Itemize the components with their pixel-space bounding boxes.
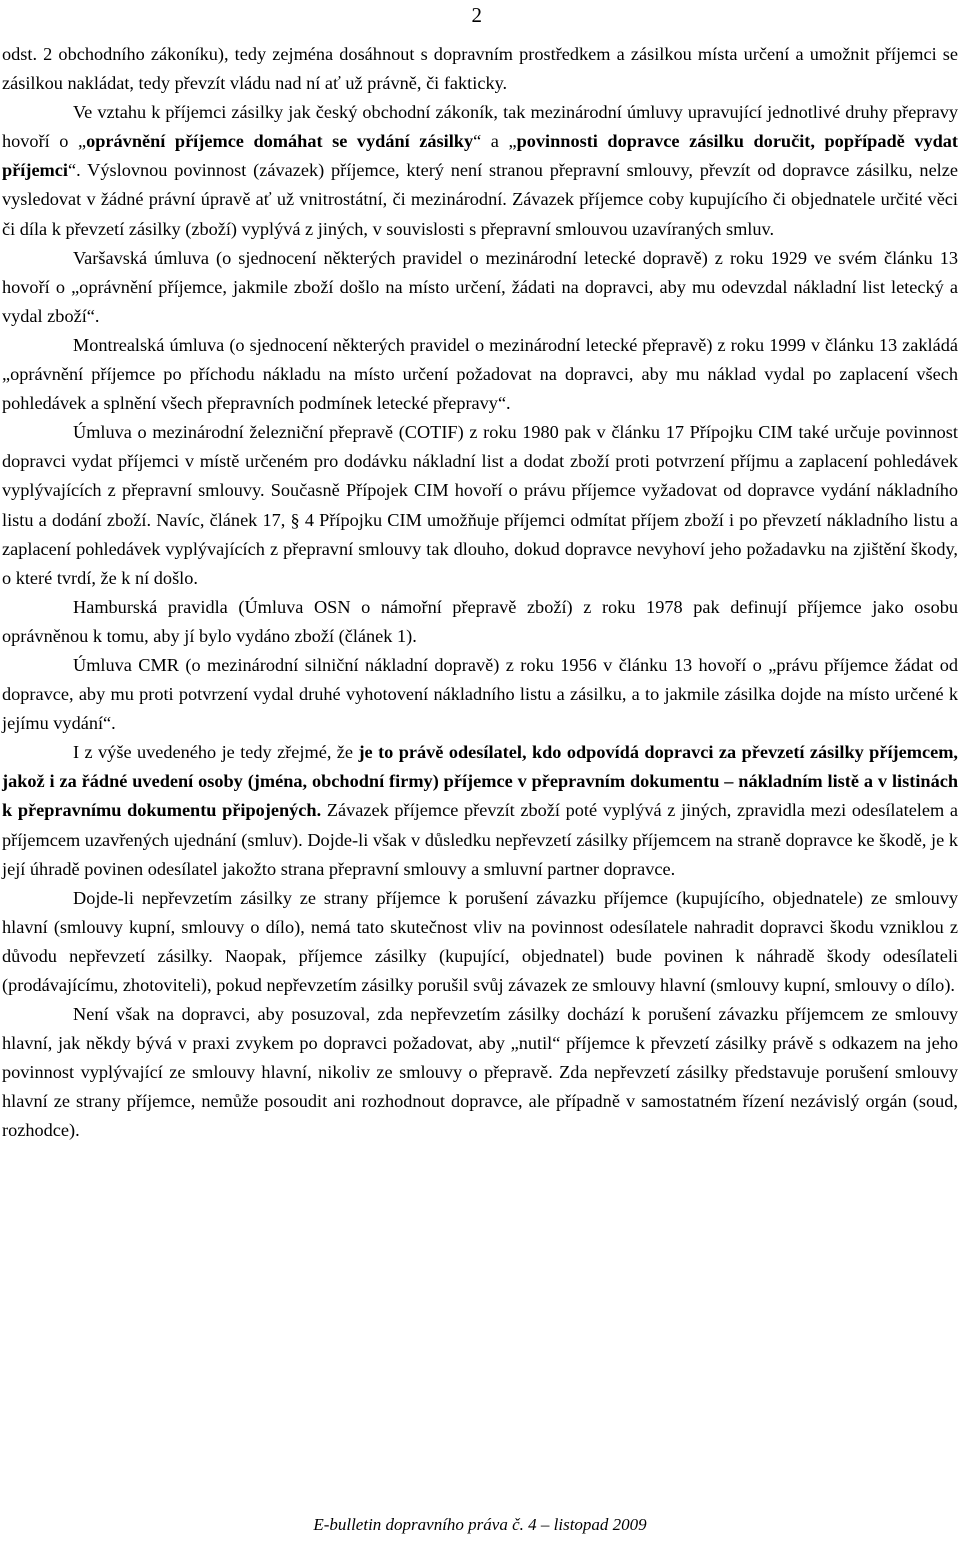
text-run: “. Výslovnou povinnost (závazek) příjemce, který není stranou přepravní smlouvy, převzít od dopravce zásilku, nelze vysledovat v žádné právní úpravě ať už vnitrostátní, či mezinárodní. Závazek příjemce coby kupujícího či objednatele určité věci či díla k převzetí zásilky (zboží) vyplývá z jiných, v souvislosti s přepravní smlouvou uzavíraných smluv. bbox=[2, 160, 958, 239]
paragraph bbox=[2, 1000, 958, 1145]
text-run: Úmluva o mezinárodní železniční přepravě (COTIF) z roku 1980 pak v článku 17 Přípojku CIM také určuje povinnost dopravci vydat příjemci v místě určeném pro dodávku nákladní list a dodat zboží proti potvrzení příjmu a zaplacení pohledávek vyplývajících z přepravní smlouvy. Současně Přípojek CIM hovoří o právu příjemce vyžadovat od dopravce vydání nákladního listu a dodání zboží. Navíc, článek 17, § 4 Přípojku CIM umožňuje příjemci odmítat příjem zboží i po převzetí nákladního listu a zaplacení pohledávek vyplývajících z přepravní smlouvy tak dlouho, dokud dopravce nevyhoví jeho požadavku na zjištění škody, o které tvrdí, že k ní došlo. bbox=[2, 422, 958, 588]
text-run: Úmluva CMR (o mezinárodní silniční nákladní dopravě) z roku 1956 v článku 13 hovoří o „právu příjemce žádat od dopravce, aby mu proti potvrzení vydal druhé vyhotovení nákladního listu a zásilku, a to jakmile zásilka dojde na místo určené k jejímu vydání“. bbox=[2, 654, 958, 734]
text-run: “ a „ bbox=[473, 131, 517, 152]
paragraph bbox=[2, 738, 958, 883]
paragraph bbox=[2, 884, 958, 1000]
paragraph bbox=[2, 418, 958, 593]
paragraph bbox=[2, 40, 958, 98]
paragraph bbox=[2, 331, 958, 418]
text-run: odst. 2 obchodního zákoníku), tedy zejména dosáhnout s dopravním prostředkem a zásilkou místa určení a umožnit příjemci se zásilkou nakládat, tedy převzít vládu nad ní ať už právně, či fakticky. bbox=[2, 44, 958, 94]
text-run: Není však na dopravci, aby posuzoval, zda nepřevzetím zásilky dochází k porušení závazku příjemcem ze smlouvy hlavní, jak někdy bývá v praxi zvykem po dopravci požadovat, aby „nutil“ příjemce k převzetí zásilky právě s odkazem na jeho povinnost vyplývající ze smlouvy hlavní, nikoliv ze smlouvy o přepravě. Zda nepřevzetí zásilky představuje porušení smlouvy hlavní ze strany příjemce, nemůže posoudit ani rozhodnout dopravce, ale případně v samostatném řízení nezávislý orgán (soud, rozhodce). bbox=[2, 1004, 958, 1141]
bold-text: povinnosti dopravce zásilku doručit, popřípadě vydat příjemci bbox=[2, 131, 959, 181]
text-run: Montrealská úmluva (o sjednocení některých pravidel o mezinárodní letecké přepravě) z roku 1999 v článku 13 zakládá „oprávnění příjemce po příchodu nákladu na místo určení požadovat na dopravci, aby mu náklad vydal po zaplacení všech pohledávek a splnění všech přepravních podmínek letecké přepravy“. bbox=[2, 334, 958, 414]
bold-text: je to právě odesílatel, kdo odpovídá dopravci za převzetí zásilky příjemcem, jakož i za řádné uvedení osoby (jména, obchodní firmy) příjemce v přepravním dokumentu – nákladním listě a v listinách k přepravnímu dokumentu připojených. bbox=[2, 742, 958, 821]
page-footer: E-bulletin dopravního práva č. 4 – listopad 2009 bbox=[313, 1515, 647, 1534]
paragraph bbox=[2, 593, 958, 651]
paragraph bbox=[2, 651, 958, 738]
page-number: 2 bbox=[471, 3, 482, 27]
text-run: Dojde-li nepřevzetím zásilky ze strany příjemce k porušení závazku příjemce (kupujícího, objednatele) ze smlouvy hlavní (smlouvy kupní, smlouvy o dílo), nemá tato skutečnost vliv na povinnost odesílatele nahradit dopravci škodu vzniklou z důvodu nepřevzetí zásilky. Naopak, příjemce zásilky (kupující, objednatel) bude povinen k náhradě škody odesílateli (prodávajícímu, zhotoviteli), pokud nepřevzetím zásilky porušil svůj závazek ze smlouvy hlavní (smlouvy kupní, smlouvy o dílo). bbox=[2, 887, 958, 995]
text-run: Hamburská pravidla (Úmluva OSN o námořní přepravě zboží) z roku 1978 pak definují příjemce jako osobu oprávněnou k tomu, aby jí bylo vydáno zboží (článek 1). bbox=[2, 596, 958, 646]
text-run: Ve vztahu k příjemci zásilky jak český obchodní zákoník, tak mezinárodní úmluvy upravující jednotlivé druhy přepravy hovoří o „ bbox=[2, 102, 958, 152]
paragraph bbox=[2, 244, 958, 331]
paragraph bbox=[2, 98, 958, 243]
text-run: I z výše uvedeného je tedy zřejmé, že bbox=[73, 742, 359, 763]
text-run: Varšavská úmluva (o sjednocení některých pravidel o mezinárodní letecké dopravě) z roku 1929 ve svém článku 13 hovoří o „oprávnění příjemce, jakmile zboží došlo na místo určení, žádati na dopravci, aby mu odevzdal nákladní list letecký a vydal zboží“. bbox=[2, 247, 958, 326]
bold-text: oprávnění příjemce domáhat se vydání zásilky bbox=[86, 131, 474, 152]
text-run: Závazek příjemce převzít zboží poté vyplývá z jiných, zpravidla mezi odesílatelem a příjemcem uzavřených ujednání (smluv). Dojde-li však v důsledku nepřevzetí zásilky příjemcem na straně dopravce ke škodě, je k její úhradě povinen odesílatel jakožto strana přepravní smlouvy a smluvní partner dopravce. bbox=[2, 800, 958, 879]
document-body bbox=[2, 40, 958, 1146]
